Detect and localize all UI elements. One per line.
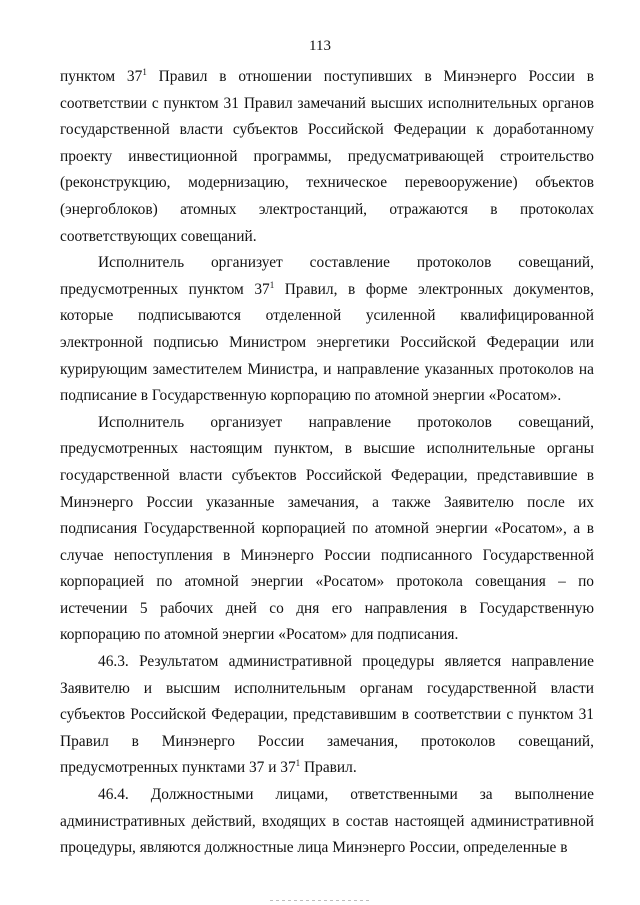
superscript: 1 [142, 67, 147, 77]
superscript: 1 [269, 279, 275, 290]
page-number: 113 [309, 38, 331, 54]
text-segment: пунктом 37 [60, 68, 143, 85]
superscript: 1 [295, 758, 301, 769]
text-segment: Правил. [300, 759, 357, 777]
scan-artifact-line [270, 900, 370, 901]
paragraph [60, 410, 594, 649]
text-segment: Правил, в форме электронных документов, которые подписываются отделенной усиленной квалифицированной электронной подписью Министром энергетики Российской Федерации или курирующим заместителем Министра, и направление указанных протоколов на подписание в Государственную корпорацию по атомной энергии «Росатом». [60, 280, 594, 405]
text-segment: Правил в отношении поступивших в Минэнерго России в соответствии с пунктом 31 Правил замечаний высших исполнительных органов государственной власти субъектов Российской Федерации к доработанному проекту инвестиционной программы, предусматривающей строительство (реконструкцию, модернизацию, техническое перевооружение) объектов (энергоблоков) атомных электростанций, отражаются в протоколах соответствующих совещаний. [60, 68, 594, 245]
document-body [60, 64, 594, 862]
paragraph [60, 64, 594, 250]
text-segment: 46.4. Должностными лицами, ответственными за выполнение административных действий, входящих в состав настоящей административной процедуры, являются должностные лица Минэнерго России, определенные в [60, 786, 594, 857]
paragraph [60, 782, 594, 862]
text-segment: 46.3. Результатом административной процедуры является направление Заявителю и высшим исполнительным органам государственной власти субъектов Российской Федерации, представившим в соответствии с пунктом 31 Правил в Минэнерго России замечания, протоколов совещаний, предусмотренных пунктами 37 и 37 [60, 653, 594, 777]
text-segment: Исполнитель организует направление протоколов совещаний, предусмотренных настоящим пунктом, в высшие исполнительные органы государственной власти субъектов Российской Федерации, представившие в Минэнерго России указанные замечания, а также Заявителю после их подписания Государственной корпорацией по атомной энергии «Росатом», а в случае непоступления в Минэнерго России подписанного Государственной корпорацией по атомной энергии «Росатом» протокола совещания – по истечении 5 рабочих дней со дня его направления в Государственную корпорацию по атомной энергии «Росатом» для подписания. [60, 413, 594, 644]
paragraph [60, 649, 594, 782]
text-segment: Исполнитель организует составление протоколов совещаний, предусмотренных пунктом 37 [60, 254, 594, 298]
paragraph [60, 250, 594, 410]
